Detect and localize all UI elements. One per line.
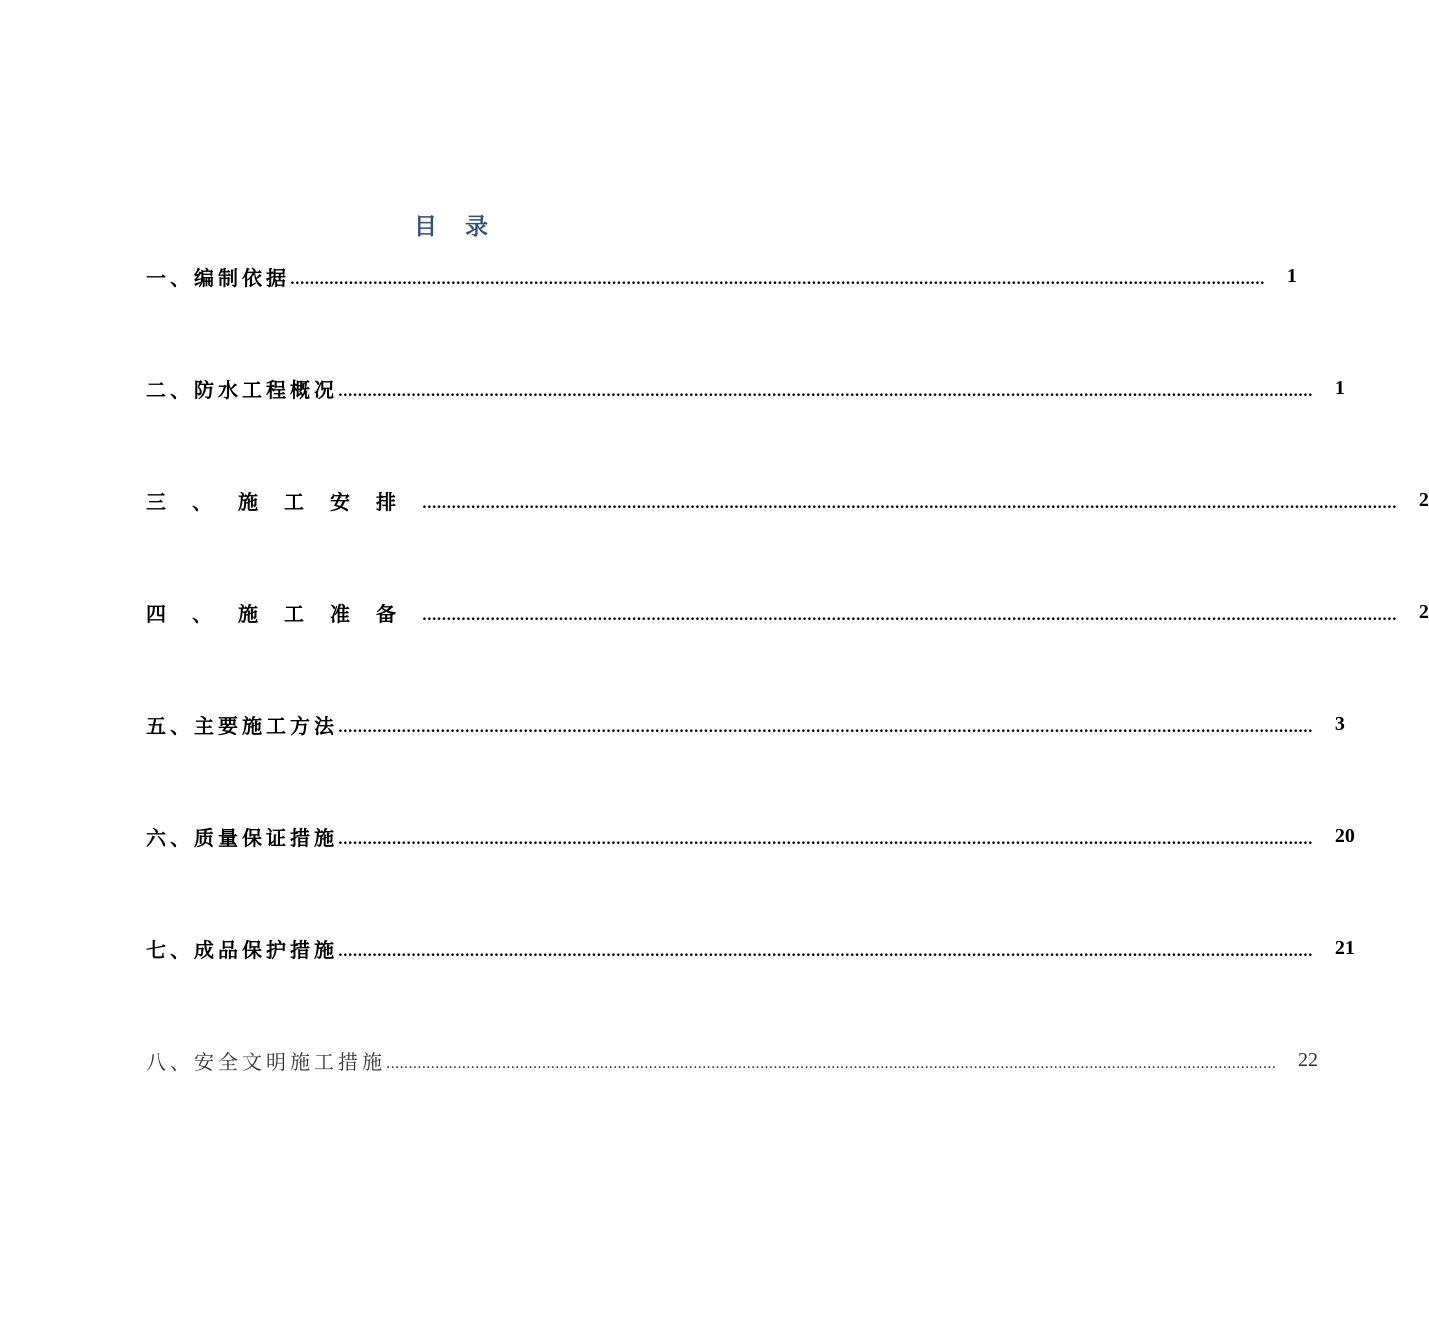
toc-leader-dots: ........................................................................................................................................................................................................ (290, 272, 1265, 288)
toc-entry-label: 八、安全文明施工措施 (146, 1049, 386, 1074)
toc-entry[interactable] (146, 370, 1345, 482)
toc-entry-label: 三、施工安排 (146, 489, 422, 514)
toc-list (146, 258, 1429, 1154)
toc-entry[interactable] (146, 930, 1355, 1042)
toc-entry-page: 3 (1334, 712, 1345, 735)
toc-entry-page: 1 (1286, 264, 1297, 287)
toc-entry-label: 四、施工准备 (146, 601, 422, 626)
toc-entry-label: 六、质量保证措施 (146, 825, 338, 850)
toc-entry-page: 1 (1334, 376, 1345, 399)
toc-entry[interactable] (146, 706, 1345, 818)
toc-leader-dots: ........................................................................................................................................................................................................ (386, 1056, 1277, 1072)
toc-entry-page: 21 (1334, 936, 1355, 959)
toc-leader-dots: ........................................................................................................................................................................................................ (422, 608, 1397, 624)
toc-entry[interactable] (146, 482, 1429, 594)
toc-entry[interactable] (146, 818, 1355, 930)
toc-leader-dots: ........................................................................................................................................................................................................ (338, 384, 1313, 400)
toc-entry[interactable] (146, 594, 1429, 706)
toc-entry-page: 2 (1418, 600, 1429, 623)
toc-leader-dots: ........................................................................................................................................................................................................ (338, 944, 1313, 960)
toc-entry-page: 20 (1334, 824, 1355, 847)
toc-entry-page: 2 (1418, 488, 1429, 511)
toc-entry-label: 五、主要施工方法 (146, 713, 338, 738)
toc-leader-dots: ........................................................................................................................................................................................................ (338, 720, 1313, 736)
toc-title: 目录 (414, 214, 516, 240)
toc-entry[interactable] (146, 258, 1297, 370)
toc-leader-dots: ........................................................................................................................................................................................................ (338, 832, 1313, 848)
toc-entry-page: 22 (1298, 1048, 1319, 1071)
toc-entry-label: 一、编制依据 (146, 265, 290, 290)
toc-leader-dots: ........................................................................................................................................................................................................ (422, 496, 1397, 512)
toc-entry-label: 七、成品保护措施 (146, 937, 338, 962)
toc-entry[interactable] (146, 1042, 1319, 1154)
toc-entry-label: 二、防水工程概况 (146, 377, 338, 402)
